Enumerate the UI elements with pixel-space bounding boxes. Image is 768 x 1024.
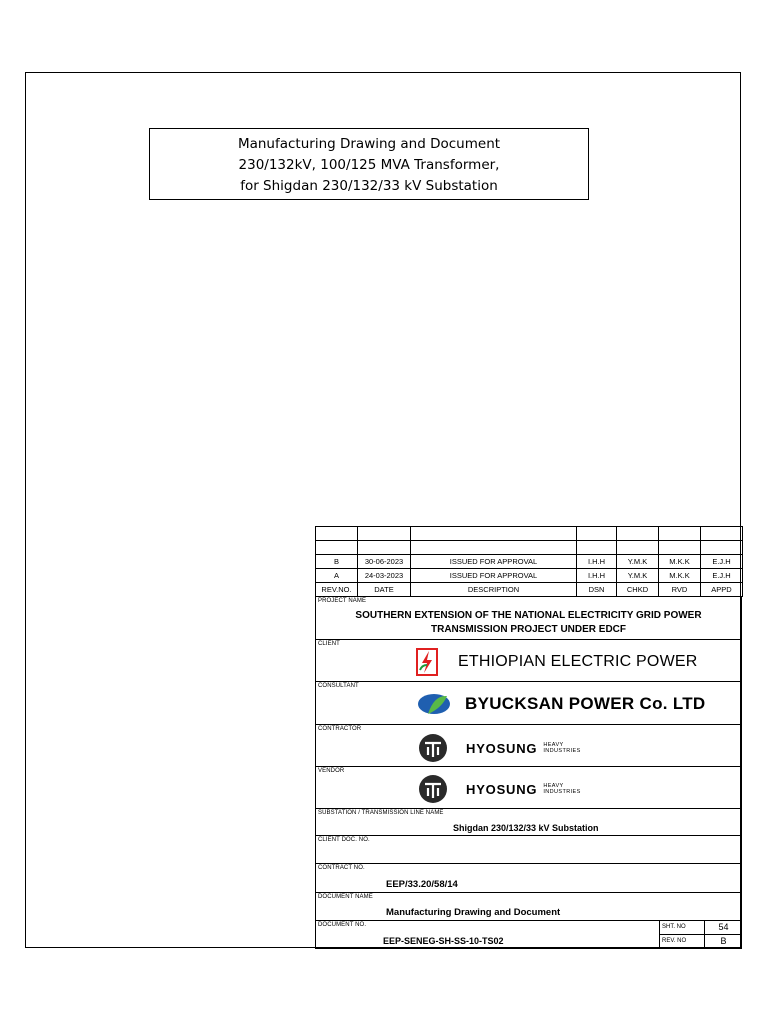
vendor-subtitle: HEAVY INDUSTRIES [543,783,581,795]
sheet-no-label: SHT. NO [662,924,686,930]
contractor-name: HYOSUNG [466,740,538,756]
byucksan-logo-icon [417,693,451,715]
document-no-block [315,921,742,949]
revision-row-empty-2 [316,541,743,555]
client-logo-row [416,648,698,676]
project-name-label: PROJECT NAME [318,598,367,604]
contractor-subtitle: HEAVY INDUSTRIES [543,742,581,754]
contractor-label: CONTRACTOR [318,726,362,732]
client-label: CLIENT [318,641,340,647]
cover-title-line-2: 230/132kV, 100/125 MVA Transformer, [238,157,500,173]
project-name-value: SOUTHERN EXTENSION OF THE NATIONAL ELECTRICITY GRID POWER TRANSMISSION PROJECT UNDER EDCF [355,610,702,635]
vendor-name: HYOSUNG [466,781,538,797]
client-doc-label: CLIENT DOC. NO. [318,837,370,843]
eep-logo-icon [416,648,438,676]
consultant-block [315,682,742,725]
revision-row-empty-1 [316,527,743,541]
hyosung-logo-icon [418,774,448,804]
contract-block [315,864,742,893]
contract-label: CONTRACT NO. [318,865,365,871]
substation-label: SUBSTATION / TRANSMISSION LINE NAME [318,810,444,816]
document-no-label: DOCUMENT NO. [318,922,367,928]
document-name-block [315,893,742,921]
contract-value: EEP/33.20/58/14 [386,879,458,890]
client-doc-block [315,836,742,864]
vendor-logo-row [418,774,581,804]
rev-no-label: REV. NO [662,938,687,944]
rev-no-cell [659,935,741,948]
rev-no-value: B [720,936,727,946]
substation-block [315,809,742,836]
cover-title-line-3: for Shigdan 230/132/33 kV Substation [240,178,498,194]
revision-row-b: B 30-06-2023 ISSUED FOR APPROVAL I.H.H Y.M.K M.K.K E.J.H [316,555,743,569]
vendor-label: VENDOR [318,768,345,774]
consultant-label: CONSULTANT [318,683,359,689]
contractor-block [315,725,742,767]
sheet-no-cell [659,921,741,935]
vendor-block [315,767,742,809]
revision-header-row: REV.NO. DATE DESCRIPTION DSN CHKD RVD APPD [316,583,743,597]
consultant-logo-row [417,693,706,715]
client-name: ETHIOPIAN ELECTRIC POWER [458,653,698,670]
revision-table [315,526,743,597]
sheet-no-value: 54 [718,922,729,932]
client-block [315,640,742,682]
hyosung-logo-icon [418,733,448,763]
cover-title-line-1: Manufacturing Drawing and Document [237,136,501,152]
revision-row-a: A 24-03-2023 ISSUED FOR APPROVAL I.H.H Y.M.K M.K.K E.J.H [316,569,743,583]
contractor-logo-row [418,733,581,763]
cover-title-box [149,128,589,200]
document-name-value: Manufacturing Drawing and Document [386,907,561,918]
project-name-block [315,597,742,640]
consultant-name: BYUCKSAN POWER Co. LTD [465,694,706,713]
document-name-label: DOCUMENT NAME [318,894,373,900]
document-no-value: EEP-SENEG-SH-SS-10-TS02 [383,936,504,946]
substation-value: Shigdan 230/132/33 kV Substation [453,823,599,833]
